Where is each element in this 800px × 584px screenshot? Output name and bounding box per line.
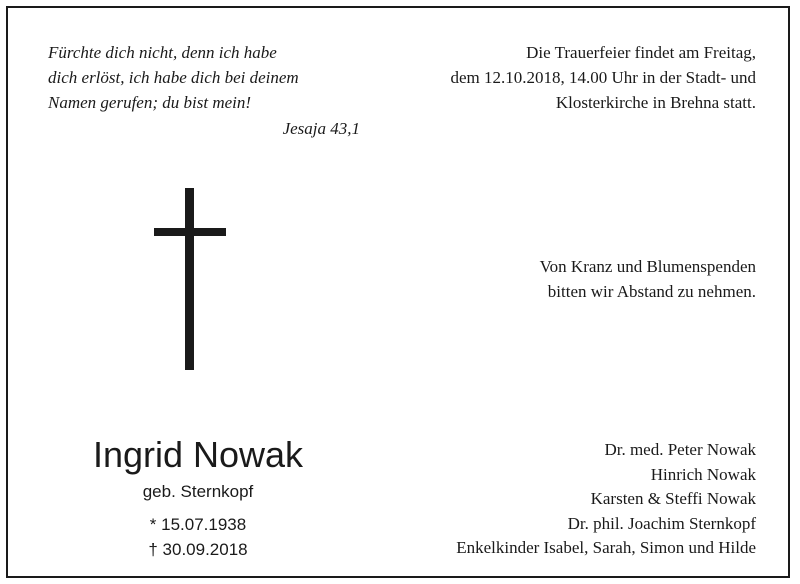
mourner-name: Dr. phil. Joachim Sternkopf (567, 513, 756, 533)
mourner-name: Enkelkinder Isabel, Sarah, Simon und Hilde (456, 538, 756, 557)
ceremony-line: Die Trauerfeier findet am Freitag, (526, 43, 756, 62)
flowers-note-line: bitten wir Abstand zu nehmen. (547, 282, 756, 301)
flowers-note-line: Von Kranz und Blumenspenden (539, 257, 756, 276)
bible-quote-source: Jesaja 43,1 (282, 119, 360, 138)
ceremony-line: dem 12.10.2018, 14.00 Uhr in der Stadt- und (450, 68, 756, 87)
bible-quote-line: Namen gerufen; du bist mein! (48, 93, 252, 112)
funeral-ceremony-info (336, 40, 756, 115)
birth-date: * 15.07.1938 (149, 515, 247, 534)
mourner-name: Dr. med. Peter Nowak (604, 440, 756, 459)
cross-icon (154, 188, 226, 370)
obituary-frame (6, 6, 790, 578)
deceased-maiden-name: geb. Sternkopf (142, 482, 254, 501)
cross-vertical-beam (185, 188, 194, 370)
mourner-name: Hinrich Nowak (650, 464, 756, 484)
bible-quote-line: dich erlöst, ich habe dich bei deinem (48, 68, 299, 87)
bible-quote-line: Fürchte dich nicht, denn ich habe (48, 43, 277, 62)
death-date: † 30.09.2018 (148, 540, 248, 559)
cross-horizontal-beam (154, 228, 226, 236)
ceremony-line: Klosterkirche in Brehna statt. (555, 93, 756, 112)
flowers-note (336, 254, 756, 304)
bible-quote (48, 40, 368, 141)
mourner-name: Karsten & Steffi Nowak (590, 489, 756, 508)
mourners-list (316, 438, 756, 561)
deceased-info (48, 432, 348, 562)
deceased-name: Ingrid Nowak (92, 434, 304, 475)
